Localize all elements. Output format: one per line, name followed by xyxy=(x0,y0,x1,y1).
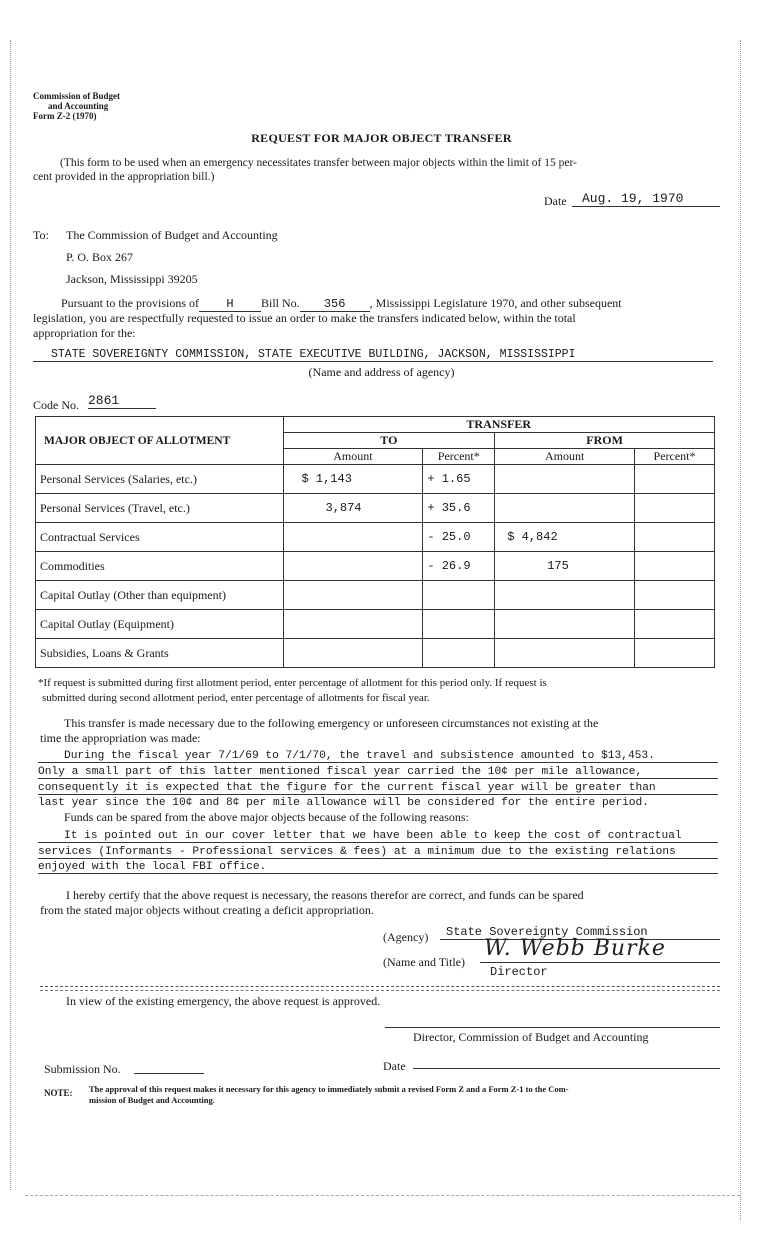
pursuant-paragraph xyxy=(33,296,713,312)
submission-label: Submission No. xyxy=(44,1062,121,1076)
director-signature-line xyxy=(385,1027,720,1028)
footnote-line-2: submitted during second allotment period, enter percentage of allotments for fiscal year. xyxy=(42,692,430,704)
agency-name-field: STATE SOVEREIGNTY COMMISSION, STATE EXECUTIVE BUILDING, JACKSON, MISSISSIPPI xyxy=(33,348,713,362)
from-percent xyxy=(635,552,715,581)
from-amount: $ 4,842 xyxy=(495,523,635,552)
to-percent xyxy=(423,581,495,610)
transfer-table xyxy=(35,416,715,668)
approval-date-line xyxy=(413,1068,720,1069)
to-amount: $ 1,143 xyxy=(283,465,423,494)
date-label: Date xyxy=(544,194,567,208)
instructions: (This form to be used when an emergency necessitates transfer between major objects within the limit of 15 per- xyxy=(60,157,577,169)
to-amount xyxy=(283,581,423,610)
page-edge-left xyxy=(10,40,12,1190)
page-edge-bottom xyxy=(25,1195,740,1197)
note-line-1: The approval of this request makes it necessary for this agency to immediately submit a revised Form Z and a Form Z-1 to the Com- xyxy=(89,1084,569,1094)
object-name: Personal Services (Travel, etc.) xyxy=(36,494,284,523)
from-percent xyxy=(635,581,715,610)
emergency-reason-line: Only a small part of this latter mentioned fiscal year carried the 10¢ per mile allowance, xyxy=(38,766,718,779)
agency-caption: (Name and address of agency) xyxy=(308,365,455,379)
pursuant-text: Pursuant to the provisions of xyxy=(61,296,199,310)
to-percent xyxy=(423,639,495,668)
section-divider xyxy=(40,986,720,987)
instructions-cont: cent provided in the appropriation bill.) xyxy=(33,171,215,183)
pursuant-line-3: appropriation for the: xyxy=(33,326,136,340)
to-amount xyxy=(283,639,423,668)
from-percent xyxy=(635,465,715,494)
object-name: Commodities xyxy=(36,552,284,581)
recipient-po-box: P. O. Box 267 xyxy=(66,250,134,264)
to-amount-header: Amount xyxy=(283,449,423,465)
object-name: Capital Outlay (Other than equipment) xyxy=(36,581,284,610)
reasons-intro-cont: time the appropriation was made: xyxy=(40,731,201,745)
object-name: Contractual Services xyxy=(36,523,284,552)
footnote-line-1: *If request is submitted during first allotment period, enter percentage of allotment for this period only. If request is xyxy=(38,677,547,689)
from-amount xyxy=(495,465,635,494)
from-amount xyxy=(495,610,635,639)
code-value: 2861 xyxy=(88,393,156,409)
from-percent xyxy=(635,610,715,639)
pursuant-text: , Mississippi Legislature 1970, and other subsequent xyxy=(369,296,622,310)
object-name: Personal Services (Salaries, etc.) xyxy=(36,465,284,494)
form-number: Form Z-2 (1970) xyxy=(33,111,97,121)
certify-line-2: from the stated major objects without creating a deficit appropriation. xyxy=(40,903,374,917)
table-row xyxy=(36,465,715,494)
from-amount: 175 xyxy=(495,552,635,581)
spared-reason-line: It is pointed out in our cover letter that we have been able to keep the cost of contractual xyxy=(38,830,718,843)
agency-sign-value: State Sovereignty Commission xyxy=(440,925,720,940)
from-percent xyxy=(635,639,715,668)
emergency-reason-line: last year since the 10¢ and 8¢ per mile allowance will be considered for the entire period. xyxy=(38,797,649,809)
from-percent xyxy=(635,523,715,552)
from-amount xyxy=(495,639,635,668)
submission-line xyxy=(134,1073,204,1074)
signature-line xyxy=(480,962,720,963)
to-amount xyxy=(283,610,423,639)
to-percent: - 26.9 xyxy=(423,552,495,581)
reasons-intro: This transfer is made necessary due to the following emergency or unforeseen circumstances not existing at the xyxy=(64,716,599,730)
director-caption: Director, Commission of Budget and Accounting xyxy=(413,1030,649,1044)
spared-reason-line: enjoyed with the local FBI office. xyxy=(38,861,718,874)
table-row xyxy=(36,639,715,668)
to-header: TO xyxy=(283,433,495,449)
certify-line-1: I hereby certify that the above request is necessary, the reasons therefor are correct, and funds can be spared xyxy=(66,888,584,902)
from-amount-header: Amount xyxy=(495,449,635,465)
from-percent xyxy=(635,494,715,523)
pursuant-text: Bill No. xyxy=(261,296,300,310)
to-amount xyxy=(283,523,423,552)
from-percent-header: Percent* xyxy=(635,449,715,465)
pursuant-line-2: legislation, you are respectfully requested to issue an order to make the transfers indicated below, within the total xyxy=(33,311,576,325)
to-amount xyxy=(283,552,423,581)
to-label: To: xyxy=(33,228,49,242)
table-row xyxy=(36,494,715,523)
table-row xyxy=(36,581,715,610)
to-percent: + 1.65 xyxy=(423,465,495,494)
spared-reason-line: services (Informants - Professional services & fees) at a minimum due to the existing relations xyxy=(38,846,718,859)
signature: W. Webb Burke xyxy=(484,936,666,961)
recipient-name: The Commission of Budget and Accounting xyxy=(66,228,278,242)
form-issuer xyxy=(33,91,120,121)
approval-text: In view of the existing emergency, the above request is approved. xyxy=(66,994,381,1008)
code-label: Code No. xyxy=(33,398,79,412)
agency-sign-label: (Agency) xyxy=(383,930,429,944)
object-name: Subsidies, Loans & Grants xyxy=(36,639,284,668)
from-amount xyxy=(495,494,635,523)
issuer-line: and Accounting xyxy=(48,101,109,111)
page-edge-right xyxy=(740,40,742,1220)
spared-intro: Funds can be spared from the above major objects because of the following reasons: xyxy=(64,810,469,824)
emergency-reason-line: During the fiscal year 7/1/69 to 7/1/70, the travel and subsistence amounted to $13,453. xyxy=(38,750,718,763)
table-row xyxy=(36,610,715,639)
bill-number-field: 356 xyxy=(300,297,370,312)
note-line-2: mission of Budget and Accounting. xyxy=(89,1095,215,1105)
house-field: H xyxy=(199,297,261,312)
form-title: REQUEST FOR MAJOR OBJECT TRANSFER xyxy=(251,131,512,145)
emergency-reason-line: consequently it is expected that the figure for the current fiscal year will be greater than xyxy=(38,782,718,795)
to-amount: 3,874 xyxy=(283,494,423,523)
from-header: FROM xyxy=(495,433,715,449)
to-percent xyxy=(423,610,495,639)
table-row xyxy=(36,523,715,552)
section-divider xyxy=(40,990,720,991)
to-percent: + 35.6 xyxy=(423,494,495,523)
object-column-header: MAJOR OBJECT OF ALLOTMENT xyxy=(36,417,284,465)
to-percent: - 25.0 xyxy=(423,523,495,552)
table-row xyxy=(36,552,715,581)
issuer-line: Commission of Budget xyxy=(33,91,121,101)
date-value: Aug. 19, 1970 xyxy=(572,191,720,207)
transfer-header: TRANSFER xyxy=(283,417,715,433)
to-percent-header: Percent* xyxy=(423,449,495,465)
from-amount xyxy=(495,581,635,610)
recipient-city: Jackson, Mississippi 39205 xyxy=(66,272,198,286)
name-title-label: (Name and Title) xyxy=(383,955,465,969)
approval-date-label: Date xyxy=(383,1059,406,1073)
signer-title: Director xyxy=(490,965,548,979)
object-name: Capital Outlay (Equipment) xyxy=(36,610,284,639)
note-label: NOTE: xyxy=(44,1088,73,1098)
